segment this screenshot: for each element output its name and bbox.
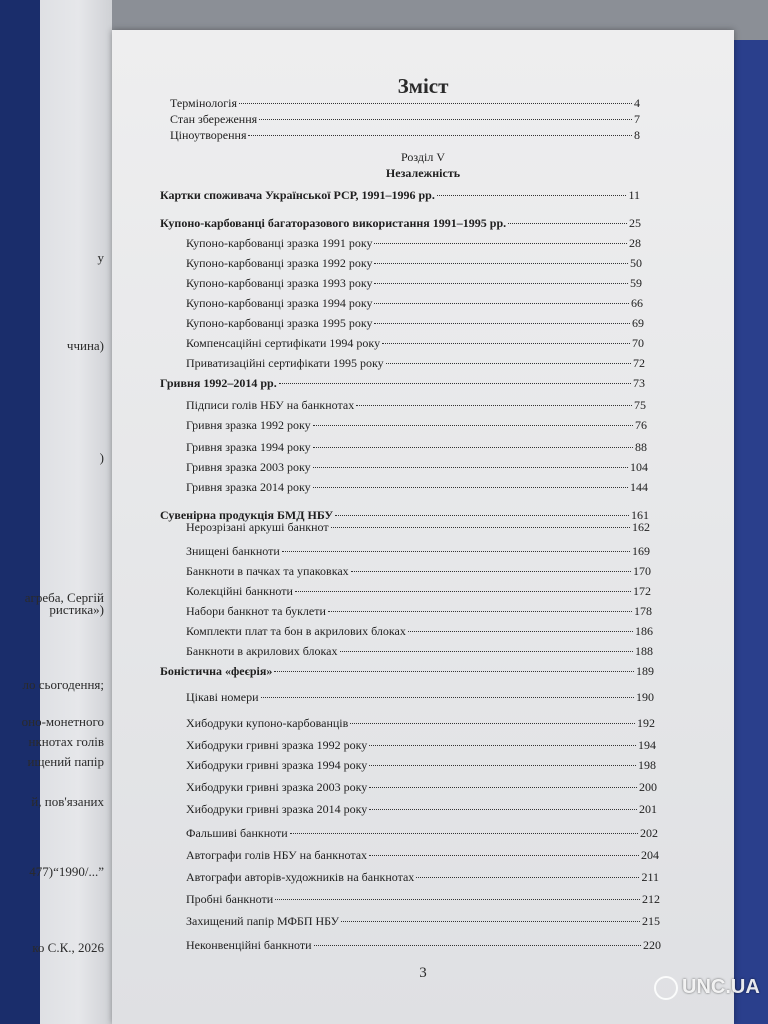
toc-entry[interactable]	[186, 716, 655, 731]
toc-leader-dots	[295, 591, 631, 592]
toc-entry[interactable]	[186, 826, 658, 841]
toc-entry[interactable]	[170, 112, 640, 127]
watermark	[654, 974, 760, 1004]
toc-entry-label: Набори банкнот та буклети	[186, 604, 326, 618]
toc-entry-label: Ціноутворення	[170, 128, 247, 142]
section-subheading: Незалежність	[385, 166, 461, 180]
toc-entry-page: 70	[632, 336, 644, 350]
toc-entry-page: 144	[630, 480, 648, 494]
toc-entry-page: 25	[629, 216, 641, 230]
left-page-text-fragment: ристика»)	[49, 602, 104, 617]
left-page-text-fragment: агреба, Сергій	[24, 590, 104, 605]
toc-entry-page: 178	[634, 604, 652, 618]
toc-leader-dots	[374, 263, 628, 264]
toc-entry-label: Компенсаційні сертифікати 1994 року	[186, 336, 381, 350]
toc-entry-page: 162	[632, 520, 650, 534]
toc-entry-label: Комплекти плат та бон в акрилових блоках	[186, 624, 406, 638]
toc-entry-label: Боністична «феєрія»	[160, 664, 273, 678]
toc-entry[interactable]	[186, 480, 648, 495]
toc-entry[interactable]	[186, 780, 657, 795]
left-page	[0, 0, 112, 1024]
toc-entry-page: 188	[635, 644, 653, 658]
toc-entry[interactable]	[186, 738, 656, 753]
toc-entry[interactable]	[170, 128, 640, 143]
toc-entry-page: 104	[630, 460, 648, 474]
toc-entry-label: Хибодруки гривні зразка 2003 року	[186, 780, 368, 794]
toc-leader-dots	[374, 283, 628, 284]
toc-entry[interactable]	[186, 356, 645, 371]
toc-entry-page: 189	[636, 664, 654, 678]
toc-entry-label: Хибодруки гривні зразка 2014 року	[186, 802, 368, 816]
toc-entry[interactable]	[186, 848, 659, 863]
toc-entry-page: 161	[631, 508, 649, 522]
toc-leader-dots	[282, 551, 630, 552]
toc-entry-page: 4	[634, 96, 640, 110]
left-page-text-fragment: нкнотах голів	[28, 734, 104, 749]
toc-leader-dots	[374, 323, 630, 324]
watermark-text: UNC.UA	[682, 976, 760, 998]
toc-entry[interactable]	[186, 520, 650, 535]
toc-leader-dots	[313, 487, 628, 488]
toc-leader-dots	[408, 631, 633, 632]
toc-entry-label: Автографи авторів-художників на банкнотах	[186, 870, 415, 884]
toc-leader-dots	[382, 343, 630, 344]
toc-entry-label: Гривня зразка 1994 року	[186, 440, 311, 454]
toc-leader-dots	[313, 447, 633, 448]
toc-entry-page: 204	[641, 848, 659, 862]
toc-entry-label: Захищений папір МФБП НБУ	[186, 914, 340, 928]
toc-entry-page: 200	[639, 780, 657, 794]
toc-entry-label: Банкноти в акрилових блоках	[186, 644, 338, 658]
left-page-text-fragment: ччина)	[66, 338, 104, 353]
toc-entry-label: Пробні банкноти	[186, 892, 274, 906]
toc-entry-page: 186	[635, 624, 653, 638]
toc-entry-page: 28	[629, 236, 641, 250]
toc-entry-label: Гривня зразка 1992 року	[186, 418, 311, 432]
toc-entry-page: 170	[633, 564, 651, 578]
page-number: 3	[419, 965, 427, 981]
toc-leader-dots	[437, 195, 627, 196]
watermark-seal-icon	[654, 976, 678, 1000]
toc-entry[interactable]	[186, 758, 656, 773]
toc-entry-page: 201	[639, 802, 657, 816]
toc-entry[interactable]	[160, 664, 654, 679]
toc-entry[interactable]	[186, 316, 644, 331]
toc-entry[interactable]	[160, 188, 640, 203]
toc-entry[interactable]	[186, 624, 653, 639]
toc-entry-label: Фальшиві банкноти	[186, 826, 288, 840]
toc-entry[interactable]	[186, 440, 647, 455]
toc-entry[interactable]	[186, 236, 641, 251]
toc-leader-dots	[313, 467, 628, 468]
toc-entry[interactable]	[186, 256, 642, 271]
toc-entry-label: Приватизаційні сертифікати 1995 року	[186, 356, 384, 370]
toc-entry-label: Гривня 1992–2014 рр.	[160, 376, 277, 390]
toc-entry[interactable]	[186, 564, 651, 579]
toc-entry-label: Цікаві номери	[186, 690, 259, 704]
toc-leader-dots	[351, 571, 631, 572]
toc-leader-dots	[416, 877, 639, 878]
toc-entry-page: 220	[643, 938, 661, 952]
toc-leader-dots	[374, 243, 627, 244]
toc-entry-page: 8	[634, 128, 640, 142]
toc-entry-page: 66	[631, 296, 643, 310]
toc-entry[interactable]	[186, 892, 660, 907]
toc-entry[interactable]	[186, 336, 644, 351]
toc-entry-page: 172	[633, 584, 651, 598]
toc-entry-page: 59	[630, 276, 642, 290]
toc-leader-dots	[369, 765, 636, 766]
toc-leader-dots	[341, 921, 640, 922]
toc-leader-dots	[331, 527, 630, 528]
toc-entry-label: Підписи голів НБУ на банкнотах	[186, 398, 355, 412]
left-page-text-fragment: ко С.К., 2026	[32, 940, 104, 955]
toc-entry-page: 75	[634, 398, 646, 412]
toc-leader-dots	[350, 723, 635, 724]
toc-entry-label: Знищені банкноти	[186, 544, 280, 558]
toc-entry[interactable]	[186, 398, 646, 413]
toc-entry[interactable]	[160, 216, 641, 231]
left-page-text-fragment: 477)“1990/...”	[29, 864, 104, 879]
toc-entry-page: 211	[641, 870, 659, 884]
toc-leader-dots	[290, 833, 638, 834]
toc-entry[interactable]	[186, 870, 659, 885]
toc-entry-label: Купоно-карбованці зразка 1993 року	[186, 276, 373, 290]
toc-entry[interactable]	[186, 914, 660, 929]
toc-entry-page: 192	[637, 716, 655, 730]
toc-entry[interactable]	[186, 276, 642, 291]
toc-entry-label: Купоно-карбованці зразка 1994 року	[186, 296, 373, 310]
toc-leader-dots	[340, 651, 634, 652]
toc-entry-label: Автографи голів НБУ на банкнотах	[186, 848, 368, 862]
toc-entry-label: Неконвенційні банкноти	[186, 938, 312, 952]
toc-leader-dots	[335, 515, 629, 516]
toc-entry[interactable]	[186, 938, 661, 953]
section-heading: Розділ V	[401, 150, 445, 164]
toc-entry[interactable]	[186, 604, 652, 619]
toc-entry-label: Банкноти в пачках та упаковках	[186, 564, 349, 578]
toc-leader-dots	[261, 697, 634, 698]
left-page-text-fragment: й, пов'язаних	[31, 794, 104, 809]
toc-leader-dots	[369, 787, 637, 788]
toc-leader-dots	[386, 363, 631, 364]
toc-entry[interactable]	[186, 690, 654, 705]
toc-entry-label: Стан збереження	[170, 112, 258, 126]
toc-leader-dots	[274, 671, 634, 672]
toc-leader-dots	[369, 745, 636, 746]
toc-entry-page: 202	[640, 826, 658, 840]
toc-entry-page: 198	[638, 758, 656, 772]
toc-entry-page: 88	[635, 440, 647, 454]
toc-entry-label: Купоно-карбованці зразка 1991 року	[186, 236, 373, 250]
toc-entry[interactable]	[186, 644, 653, 659]
toc-entry-label: Картки споживача Української РСР, 1991–1996 рр.	[160, 188, 435, 202]
right-book-cover	[734, 40, 768, 1024]
toc-entry-page: 190	[636, 690, 654, 704]
toc-leader-dots	[275, 899, 640, 900]
toc-entry-page: 11	[628, 188, 640, 202]
toc-entry-label: Купоно-карбованці зразка 1992 року	[186, 256, 373, 270]
toc-entry-label: Сувенірна продукція БМД НБУ	[160, 508, 334, 522]
toc-leader-dots	[259, 119, 632, 120]
toc-entry[interactable]	[170, 96, 640, 111]
toc-entry-label: Хибодруки купоно-карбованців	[186, 716, 349, 730]
toc-entry-page: 212	[642, 892, 660, 906]
toc-entry-label: Хибодруки гривні зразка 1994 року	[186, 758, 368, 772]
toc-entry-label: Термінологія	[170, 96, 237, 110]
toc-entry-label: Купоно-карбованці багаторазового використання 1991–1995 рр.	[160, 216, 507, 230]
toc-entry-page: 73	[633, 376, 645, 390]
toc-entry-page: 76	[635, 418, 647, 432]
toc-leader-dots	[248, 135, 632, 136]
toc-leader-dots	[356, 405, 632, 406]
left-page-text-fragment: ищений папір	[27, 754, 104, 769]
toc-entry[interactable]	[160, 376, 645, 391]
toc-entry[interactable]	[186, 584, 651, 599]
toc-entry-label: Гривня зразка 2014 року	[186, 480, 311, 494]
toc-entry-label: Купоно-карбованці зразка 1995 року	[186, 316, 373, 330]
left-page-text-fragment: )	[99, 450, 104, 465]
toc-entry-page: 69	[632, 316, 644, 330]
toc-entry-page: 215	[642, 914, 660, 928]
contents-page	[112, 30, 734, 1024]
toc-leader-dots	[374, 303, 629, 304]
toc-leader-dots	[239, 103, 632, 104]
left-page-text-fragment: у	[97, 250, 104, 265]
toc-entry-page: 50	[630, 256, 642, 270]
toc-entry[interactable]	[186, 418, 647, 433]
toc-entry-page: 169	[632, 544, 650, 558]
page-title: Зміст	[397, 74, 449, 98]
toc-entry[interactable]	[186, 460, 648, 475]
toc-leader-dots	[508, 223, 627, 224]
toc-entry-page: 194	[638, 738, 656, 752]
toc-entry-label: Хибодруки гривні зразка 1992 року	[186, 738, 368, 752]
toc-entry-label: Колекційні банкноти	[186, 584, 293, 598]
toc-entry[interactable]	[186, 544, 650, 559]
toc-entry[interactable]	[186, 296, 643, 311]
toc-entry-label: Гривня зразка 2003 року	[186, 460, 311, 474]
toc-leader-dots	[369, 855, 639, 856]
toc-entry[interactable]	[186, 802, 657, 817]
toc-leader-dots	[369, 809, 637, 810]
toc-leader-dots	[279, 383, 631, 384]
toc-leader-dots	[328, 611, 632, 612]
toc-leader-dots	[314, 945, 641, 946]
toc-entry-page: 7	[634, 112, 640, 126]
toc-leader-dots	[313, 425, 633, 426]
left-page-text-fragment: ло сьогодення;	[22, 677, 104, 692]
toc-entry-page: 72	[633, 356, 645, 370]
left-page-text-fragment: оно-монетного	[21, 714, 104, 729]
toc-entry-label: Нерозрізані аркуші банкнот	[186, 520, 329, 534]
